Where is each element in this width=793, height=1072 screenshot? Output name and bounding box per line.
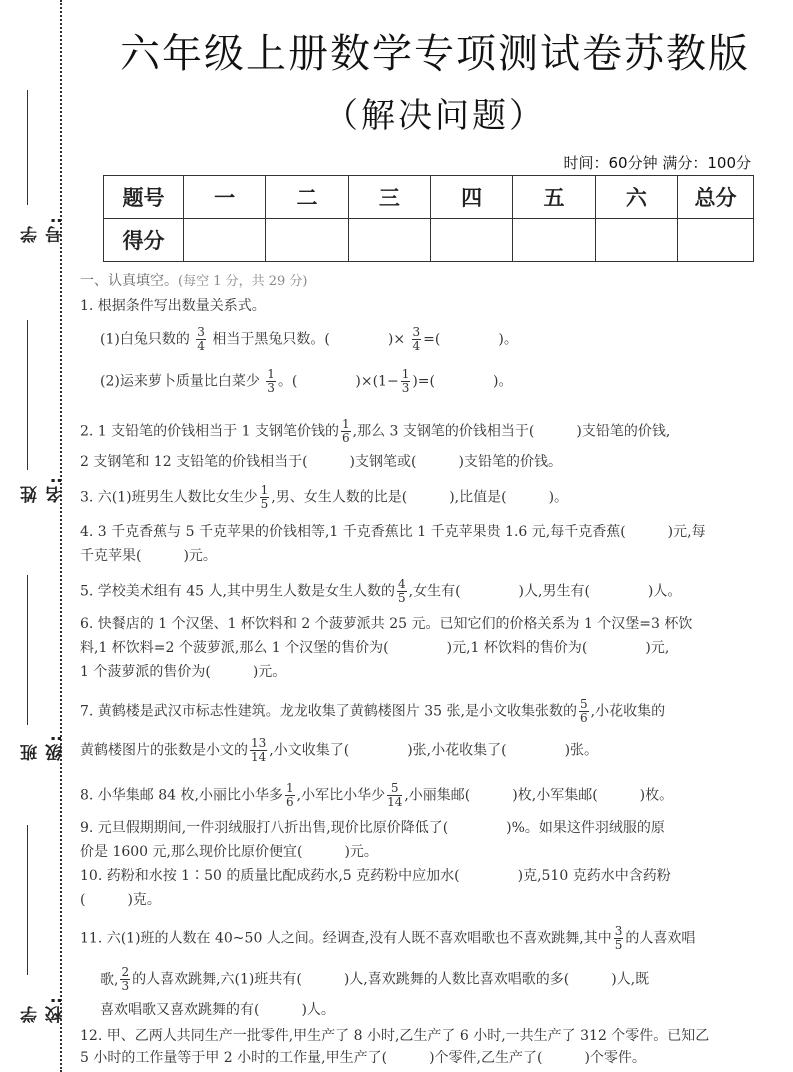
- text: )个零件。: [584, 1050, 646, 1066]
- text: 喜欢唱歌又喜欢跳舞的有(: [100, 1002, 260, 1018]
- score-header-cell: 二: [266, 176, 348, 219]
- text: 的人喜欢跳舞,六(1)班共有(: [132, 971, 302, 988]
- score-table-score-row: [104, 219, 754, 262]
- class-line[interactable]: [27, 575, 28, 725]
- text: )×: [387, 331, 406, 348]
- text: )支铅笔的价钱,: [576, 423, 671, 440]
- student-id-label: 学号:: [21, 215, 66, 243]
- score-header-cell: 三: [348, 176, 430, 219]
- text: (2)运来萝卜质量比白菜少: [100, 373, 260, 390]
- text: (1)白兔只数的: [100, 331, 190, 348]
- question-6-line-2: [80, 636, 770, 660]
- question-6-line-3: [80, 660, 770, 684]
- question-9-line-2: [80, 840, 770, 864]
- binding-margin: [0, 0, 70, 1072]
- question-7-line-2: [80, 737, 770, 764]
- text: 3. 六(1)班男生人数比女生少: [80, 489, 258, 506]
- fraction: [387, 782, 402, 809]
- question-8: [80, 782, 770, 809]
- page-subtitle: （解决问题）: [324, 96, 546, 136]
- student-id-line[interactable]: [27, 90, 28, 205]
- numerator: 13: [251, 736, 267, 750]
- text: 5. 学校美术组有 45 人,其中男生人数是女生人数的: [80, 583, 395, 600]
- numerator: 1: [285, 781, 294, 795]
- text: )元,1 杯饮料的售价为(: [446, 640, 588, 656]
- fraction: [285, 782, 295, 809]
- text: 价是 1600 元,那么现价比原价便宜(: [80, 844, 303, 860]
- question-9: [80, 816, 770, 840]
- denominator: 6: [579, 711, 588, 725]
- numerator: 1: [341, 417, 350, 431]
- denominator: 6: [341, 431, 350, 445]
- section-note: (每空 1 分，共 29 分): [178, 274, 308, 289]
- question-4-line-2: [80, 544, 770, 568]
- text: )元。: [252, 664, 287, 680]
- text: )元。: [183, 548, 217, 564]
- question-6: 6. 快餐店的 1 个汉堡、1 杯饮料和 2 个菠萝派共 25 元。已知它们的价格关系为 1 个汉堡=3 杯饮: [80, 616, 693, 632]
- score-header-cell: 总分: [678, 176, 754, 219]
- denominator: 4: [412, 339, 421, 353]
- question-2: [80, 418, 770, 445]
- text: )个零件,乙生产了(: [429, 1050, 543, 1066]
- fraction: [250, 737, 267, 764]
- text: 1 个菠萝派的售价为(: [80, 664, 211, 680]
- text: 。(: [277, 373, 298, 390]
- text: )克,510 克药水中含药粉: [517, 868, 671, 884]
- text: =(: [423, 331, 441, 348]
- question-4: [80, 520, 770, 544]
- text: )元,每: [667, 524, 706, 540]
- score-header-cell: 六: [595, 176, 677, 219]
- fraction: [412, 326, 422, 353]
- numerator: 5: [387, 782, 402, 796]
- text: 2. 1 支铅笔的价钱相当于 1 支钢笔价钱的: [80, 423, 339, 440]
- exam-meta: 时间：60分钟 满分：100分: [563, 154, 751, 172]
- text: 10. 药粉和水按 1∶50 的质量比配成药水,5 克药粉中应加水(: [80, 868, 460, 884]
- numerator: 3: [412, 325, 421, 339]
- numerator: 4: [397, 577, 406, 591]
- denominator: 3: [401, 381, 410, 395]
- numerator: 2: [121, 965, 130, 979]
- denominator: 4: [197, 339, 205, 353]
- section-heading: [80, 270, 308, 290]
- question-11-line-2: [80, 966, 770, 993]
- section-title: 一、认真填空。: [80, 273, 178, 289]
- text: )人,喜欢跳舞的人数比喜欢唱歌的多(: [343, 971, 570, 988]
- text: ),比值是(: [449, 489, 507, 506]
- text: (: [80, 892, 86, 908]
- text: )支钢笔或(: [349, 454, 417, 470]
- text: 5 小时的工作量等于甲 2 小时的工作量,甲生产了(: [80, 1050, 388, 1066]
- denominator: 5: [397, 591, 406, 605]
- text: ,女生有(: [408, 583, 461, 600]
- question-3: [80, 484, 770, 511]
- score-header-cell: 五: [513, 176, 595, 219]
- fraction: [120, 966, 130, 993]
- denominator: 14: [251, 750, 267, 764]
- text: )=(: [412, 373, 435, 390]
- score-header-cell: 题号: [104, 176, 184, 219]
- score-cell[interactable]: [266, 219, 348, 262]
- text: )元。: [344, 844, 378, 860]
- fraction: [579, 698, 589, 725]
- text: )张,小花收集了(: [407, 742, 507, 759]
- score-cell[interactable]: [348, 219, 430, 262]
- school-label: 学校:: [21, 995, 66, 1023]
- fraction: [397, 578, 407, 605]
- fraction: [341, 418, 351, 445]
- denominator: 3: [121, 979, 130, 993]
- text: )张。: [564, 742, 599, 759]
- text: )克。: [127, 892, 161, 908]
- numerator: 1: [401, 367, 410, 381]
- text: 2 支钢笔和 12 支铅笔的价钱相当于(: [80, 454, 308, 470]
- text: 黄鹤楼图片的张数是小文的: [80, 742, 248, 759]
- question-12: 12. 甲、乙两人共同生产一批零件,甲生产了 8 小时,乙生产了 6 小时,一共生产了 312 个零件。已知乙: [80, 1028, 710, 1044]
- fraction: [614, 925, 624, 952]
- text: 7. 黄鹤楼是武汉市标志性建筑。龙龙收集了黄鹤楼图片 35 张,是小文收集张数的: [80, 703, 577, 720]
- text: ,小文收集了(: [269, 742, 350, 759]
- text: )人,男生有(: [518, 583, 590, 600]
- cut-line: [60, 0, 62, 1072]
- numerator: 5: [579, 697, 588, 711]
- question-12-line-2: [80, 1046, 770, 1070]
- text: )支铅笔的价钱。: [458, 454, 562, 470]
- score-row-label: 得分: [104, 219, 184, 262]
- fraction: [266, 368, 276, 395]
- text: )×(1−: [355, 373, 399, 390]
- text: )元,: [645, 640, 670, 656]
- question-11-line-3: [80, 998, 770, 1022]
- question-1-part-2: [100, 368, 512, 395]
- text: 4. 3 千克香蕉与 5 千克苹果的价钱相等,1 千克香蕉比 1 千克苹果贵 1.6 元,每千克香蕉(: [80, 524, 626, 540]
- text: )枚,小军集邮(: [512, 787, 598, 804]
- text: 9. 元旦假期期间,一件羽绒服打八折出售,现价比原价降低了(: [80, 820, 449, 836]
- score-table: [103, 175, 754, 262]
- denominator: 14: [387, 795, 403, 809]
- score-cell[interactable]: [513, 219, 595, 262]
- text: )。: [498, 331, 518, 348]
- question-10: [80, 864, 770, 888]
- text: 相当于黑兔只数。(: [212, 331, 330, 348]
- text: )人。: [301, 1002, 335, 1018]
- numerator: 3: [197, 325, 205, 339]
- text: )。: [548, 489, 569, 506]
- score-cell[interactable]: [430, 219, 512, 262]
- score-cell[interactable]: [184, 219, 266, 262]
- fraction: [401, 368, 411, 395]
- text: ,那么 3 支钢笔的价钱相当于(: [352, 423, 535, 440]
- text: )人,既: [611, 971, 650, 988]
- text: ,小花收集的: [590, 703, 666, 720]
- name-line[interactable]: [27, 320, 28, 470]
- school-line[interactable]: [27, 825, 28, 975]
- denominator: 6: [285, 795, 294, 809]
- text: 歌,: [100, 971, 119, 988]
- numerator: 3: [614, 924, 623, 938]
- score-table-header-row: [104, 176, 754, 219]
- score-header-cell: 一: [184, 176, 266, 219]
- name-label: 姓名:: [21, 475, 66, 503]
- page-title: 六年级上册数学专项测试卷苏教版: [120, 31, 750, 77]
- fraction: [196, 326, 206, 353]
- text: ,小丽集邮(: [404, 787, 471, 804]
- denominator: 5: [260, 497, 269, 511]
- denominator: 3: [267, 381, 275, 395]
- question-1-stem: 1. 根据条件写出数量关系式。: [80, 298, 266, 314]
- text: 8. 小华集邮 84 枚,小丽比小华多: [80, 787, 283, 804]
- numerator: 1: [260, 483, 269, 497]
- text: )%。如果这件羽绒服的原: [506, 820, 665, 836]
- question-2-line-2: [80, 450, 770, 474]
- score-header-cell: 四: [430, 176, 512, 219]
- text: )。: [493, 373, 513, 390]
- text: 11. 六(1)班的人数在 40~50 人之间。经调查,没有人既不喜欢唱歌也不喜欢跳舞,其中: [80, 930, 612, 947]
- text: 料,1 杯饮料=2 个菠萝派,那么 1 个汉堡的售价为(: [80, 640, 389, 656]
- text: )枚。: [639, 787, 674, 804]
- question-10-line-2: [80, 888, 770, 912]
- question-5: [80, 578, 770, 605]
- question-7: [80, 698, 770, 725]
- fraction: [260, 484, 270, 511]
- text: ,男、女生人数的比是(: [271, 489, 408, 506]
- denominator: 5: [614, 938, 623, 952]
- question-11: [80, 925, 770, 952]
- score-cell[interactable]: [678, 219, 754, 262]
- text: 千克苹果(: [80, 548, 142, 564]
- text: )人。: [647, 583, 682, 600]
- question-1-part-1: [100, 326, 518, 353]
- text: ,小军比小华少: [296, 787, 386, 804]
- score-cell[interactable]: [595, 219, 677, 262]
- numerator: 1: [267, 367, 275, 381]
- class-label: 班级:: [21, 733, 66, 761]
- text: 的人喜欢唱: [625, 930, 696, 947]
